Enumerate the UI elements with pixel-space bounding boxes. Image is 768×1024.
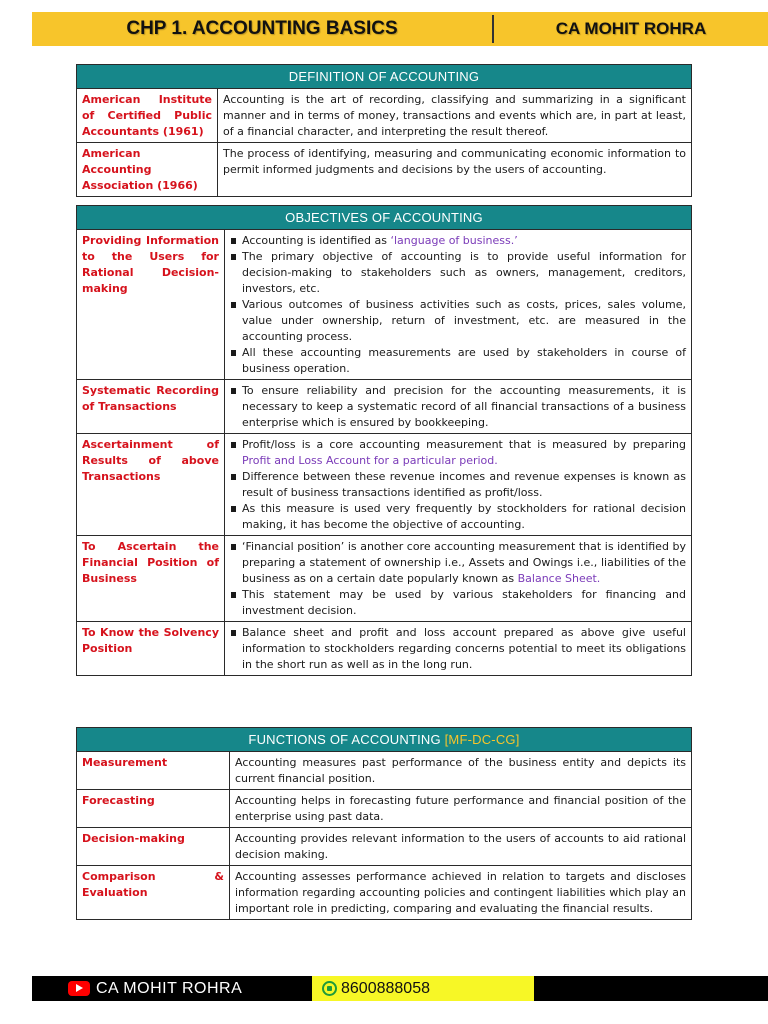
functions-heading: FUNCTIONS OF ACCOUNTING [MF-DC-CG] xyxy=(77,728,692,752)
table-row xyxy=(77,230,692,380)
definition-heading: DEFINITION OF ACCOUNTING xyxy=(77,65,692,89)
bullet-item: ‘Financial position’ is another core accounting measurement that is identified by preparing a statement of ownership i.e., Assets and Owings i.e., liabilities of the business as on a certain date popularly known as Balance Sheet. xyxy=(230,539,686,587)
objectives-heading: OBJECTIVES OF ACCOUNTING xyxy=(77,206,692,230)
highlight-text: Profit and Loss Account for a particular period. xyxy=(242,454,498,467)
row-label: Ascertainment of Results of above Transactions xyxy=(77,434,225,536)
footer-channel[interactable] xyxy=(32,976,312,1001)
mnemonic-code: [MF-DC-CG] xyxy=(444,731,520,747)
footer-contact[interactable] xyxy=(312,976,534,1001)
phone-number: 8600888058 xyxy=(341,979,430,997)
bullet-list xyxy=(230,625,686,673)
footer-filler xyxy=(534,976,768,1001)
bullet-item: Balance sheet and profit and loss account prepared as above give useful information to stockholders regarding concerns potential to meet its obligations in the short run as well as in the long run. xyxy=(230,625,686,673)
row-label: Forecasting xyxy=(77,790,230,828)
bullet-item: Various outcomes of business activities such as costs, prices, sales volume, value under ownership, return of investment, etc. are measured in the accounting process. xyxy=(230,297,686,345)
row-label: Systematic Recording of Transactions xyxy=(77,380,225,434)
row-text: Accounting helps in forecasting future performance and financial position of the enterprise using past data. xyxy=(230,790,692,828)
header-bar xyxy=(32,12,768,46)
table-row xyxy=(77,790,692,828)
youtube-icon xyxy=(68,981,90,996)
row-text: Accounting assesses performance achieved in relation to targets and discloses information regarding accounting policies and contingent liabilities which play an important role in predicting, comparing and evaluating the financial results. xyxy=(230,866,692,920)
table-row xyxy=(77,143,692,197)
table-row xyxy=(77,434,692,536)
highlight-text: ‘language of business.’ xyxy=(390,234,518,247)
row-label: To Ascertain the Financial Position of Business xyxy=(77,536,225,622)
table-row xyxy=(77,752,692,790)
row-text: The process of identifying, measuring and communicating economic information to permit informed judgments and decisions by the users of accounting. xyxy=(218,143,692,197)
table-row xyxy=(77,866,692,920)
row-text: Accounting is the art of recording, classifying and summarizing in a significant manner and in terms of money, transactions and events which are, in part at least, of a financial character, and interpreting the result thereof. xyxy=(218,89,692,143)
bullet-item: This statement may be used by various stakeholders for financing and investment decision. xyxy=(230,587,686,619)
bullet-list xyxy=(230,233,686,377)
bullet-item: Difference between these revenue incomes and revenue expenses is known as result of business transactions identified as profit/loss. xyxy=(230,469,686,501)
definition-table xyxy=(76,64,692,197)
row-label: American Accounting Association (1966) xyxy=(77,143,218,197)
highlight-text: Balance Sheet. xyxy=(517,572,601,585)
author-name: CA MOHIT ROHRA xyxy=(555,19,707,38)
row-text: Accounting provides relevant information to the users of accounts to aid rational decision making. xyxy=(230,828,692,866)
objectives-table xyxy=(76,205,692,676)
page-title: CHP 1. ACCOUNTING BASICS xyxy=(126,18,398,39)
table-row xyxy=(77,828,692,866)
bullet-item: As this measure is used very frequently by stockholders for rational decision making, it has become the objective of accounting. xyxy=(230,501,686,533)
table-row xyxy=(77,536,692,622)
bullet-list xyxy=(230,539,686,619)
row-text: Accounting measures past performance of the business entity and depicts its current financial position. xyxy=(230,752,692,790)
bullet-item: Accounting is identified as ‘language of business.’ xyxy=(230,233,686,249)
bullet-item: Profit/loss is a core accounting measurement that is measured by preparing Profit and Loss Account for a particular period. xyxy=(230,437,686,469)
row-label: Measurement xyxy=(77,752,230,790)
bullet-item: All these accounting measurements are used by stakeholders in course of business operation. xyxy=(230,345,686,377)
row-label: Comparison & Evaluation xyxy=(77,866,230,920)
table-row xyxy=(77,89,692,143)
bullet-list xyxy=(230,437,686,533)
bullet-list xyxy=(230,383,686,431)
channel-name: CA MOHIT ROHRA xyxy=(96,979,243,997)
bullet-item: The primary objective of accounting is to provide useful information for decision-making to stakeholders such as owners, management, creditors, investors, etc. xyxy=(230,249,686,297)
whatsapp-icon xyxy=(322,981,337,996)
row-label: Providing Information to the Users for Rational Decision-making xyxy=(77,230,225,380)
table-row xyxy=(77,622,692,676)
row-label: To Know the Solvency Position xyxy=(77,622,225,676)
row-label: American Institute of Certified Public Accountants (1961) xyxy=(77,89,218,143)
functions-table xyxy=(76,727,692,920)
row-label: Decision-making xyxy=(77,828,230,866)
table-row xyxy=(77,380,692,434)
bullet-item: To ensure reliability and precision for the accounting measurements, it is necessary to keep a systematic record of all financial transactions of a business enterprise which is ensured by bookkeeping. xyxy=(230,383,686,431)
